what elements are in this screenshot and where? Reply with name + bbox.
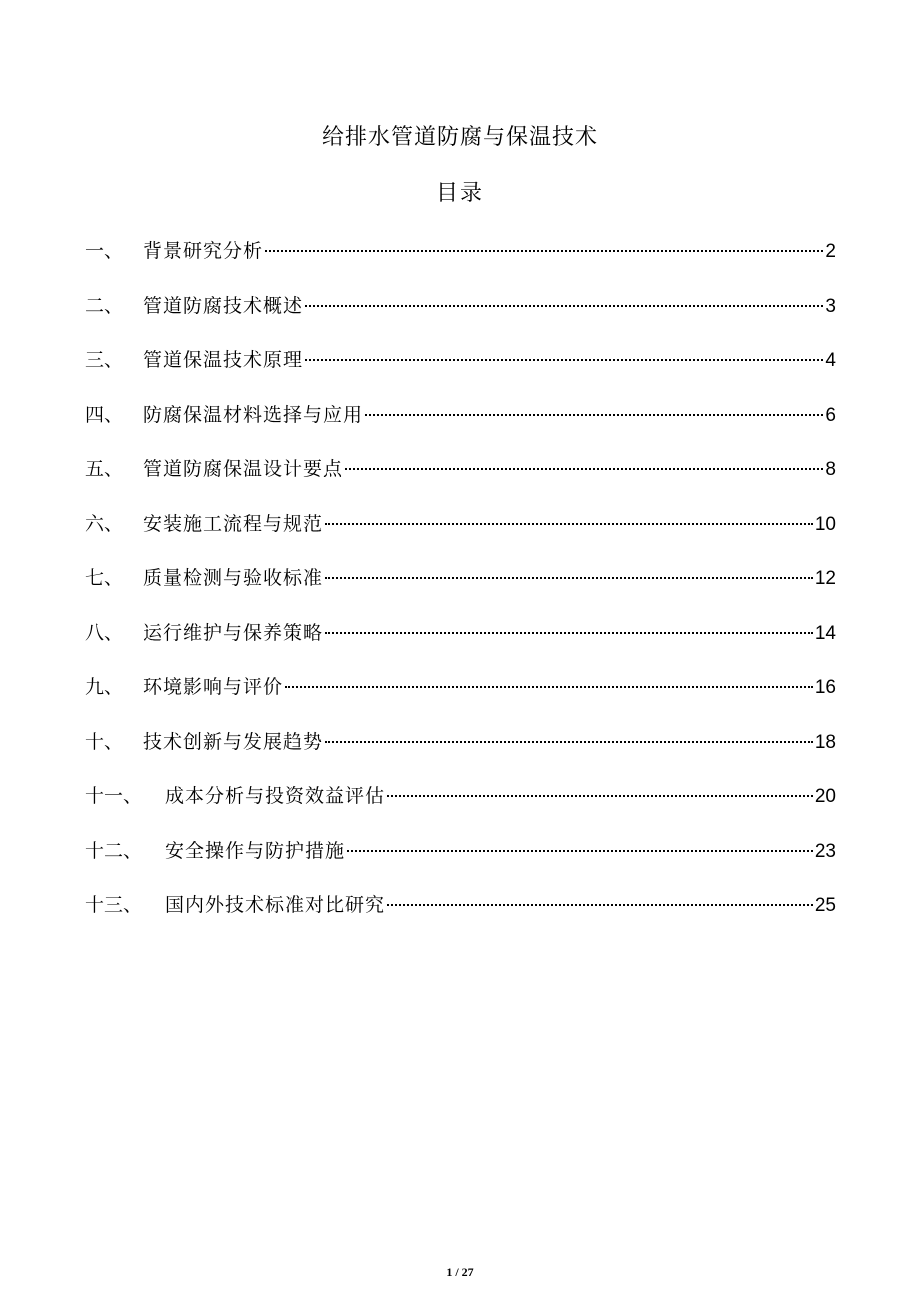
toc-entry-page: 8	[825, 459, 836, 480]
toc-entry-page: 18	[814, 731, 836, 753]
toc-entry-number: 八、	[85, 621, 124, 644]
toc-entry-number: 三、	[85, 349, 124, 371]
toc-entry-title: 防腐保温材料选择与应用	[143, 403, 364, 426]
toc-entry[interactable]	[85, 345, 836, 400]
toc-entry-title: 运行维护与保养策略	[143, 621, 324, 644]
toc-entry-number: 九、	[85, 676, 124, 698]
toc-dot-leader	[387, 904, 813, 906]
toc-entry[interactable]	[85, 618, 836, 673]
toc-entry[interactable]	[85, 890, 836, 945]
toc-entry-page: 2	[825, 241, 836, 262]
toc-entry[interactable]	[85, 400, 836, 455]
toc-entry-page: 16	[814, 677, 836, 698]
toc-dot-leader	[387, 795, 813, 797]
toc-entry[interactable]	[85, 781, 836, 836]
toc-entry-number: 六、	[85, 512, 124, 535]
toc-entry[interactable]	[85, 727, 836, 782]
document-title: 给排水管道防腐与保温技术	[321, 125, 598, 150]
toc-entry-title: 国内外技术标准对比研究	[165, 894, 386, 916]
toc-entry-title: 环境影响与评价	[143, 676, 284, 698]
toc-entry-page: 14	[814, 622, 836, 644]
toc-entry[interactable]	[85, 236, 836, 291]
toc-dot-leader	[285, 686, 813, 688]
toc-entry-number: 十二、	[85, 839, 143, 862]
toc-entry-number: 五、	[85, 458, 124, 480]
toc-entry-title: 管道防腐保温设计要点	[143, 458, 344, 480]
toc-entry-title: 质量检测与验收标准	[143, 567, 324, 589]
toc-entry[interactable]	[85, 836, 836, 891]
toc-entry[interactable]	[85, 563, 836, 618]
toc-dot-leader	[325, 632, 813, 634]
toc-entry-page: 4	[825, 350, 836, 371]
table-of-contents	[85, 236, 836, 945]
toc-entry-number: 十三、	[85, 894, 143, 916]
toc-entry-title: 成本分析与投资效益评估	[165, 785, 386, 807]
toc-dot-leader	[305, 359, 823, 361]
toc-dot-leader	[345, 468, 823, 470]
toc-dot-leader	[325, 523, 813, 525]
toc-dot-leader	[347, 850, 813, 852]
toc-entry-page: 6	[825, 404, 836, 426]
toc-entry-number: 七、	[85, 567, 124, 589]
page-number-footer: 1 / 27	[446, 1265, 474, 1279]
toc-entry[interactable]	[85, 672, 836, 727]
toc-entry-title: 背景研究分析	[143, 240, 264, 262]
toc-dot-leader	[265, 250, 823, 252]
toc-entry[interactable]	[85, 291, 836, 346]
toc-entry-title: 管道保温技术原理	[143, 349, 304, 371]
toc-dot-leader	[365, 414, 823, 416]
toc-dot-leader	[305, 305, 823, 307]
toc-entry-number: 二、	[85, 294, 124, 317]
toc-entry-title: 安全操作与防护措施	[165, 839, 346, 862]
toc-entry-number: 十一、	[85, 785, 143, 807]
toc-entry-title: 管道防腐技术概述	[143, 294, 304, 317]
toc-entry-page: 25	[814, 895, 836, 916]
toc-heading: 目录	[435, 181, 484, 206]
toc-entry-page: 23	[814, 840, 836, 862]
toc-entry-number: 一、	[85, 240, 124, 262]
toc-entry-page: 10	[814, 513, 836, 535]
toc-entry-number: 四、	[85, 403, 124, 426]
toc-dot-leader	[325, 741, 813, 743]
toc-entry-title: 技术创新与发展趋势	[143, 730, 324, 753]
toc-dot-leader	[325, 577, 813, 579]
toc-entry-page: 20	[814, 786, 836, 807]
toc-entry[interactable]	[85, 454, 836, 509]
toc-entry[interactable]	[85, 509, 836, 564]
toc-entry-page: 12	[814, 568, 836, 589]
toc-entry-number: 十、	[85, 730, 124, 753]
toc-entry-title: 安装施工流程与规范	[143, 512, 324, 535]
toc-entry-page: 3	[825, 295, 836, 317]
